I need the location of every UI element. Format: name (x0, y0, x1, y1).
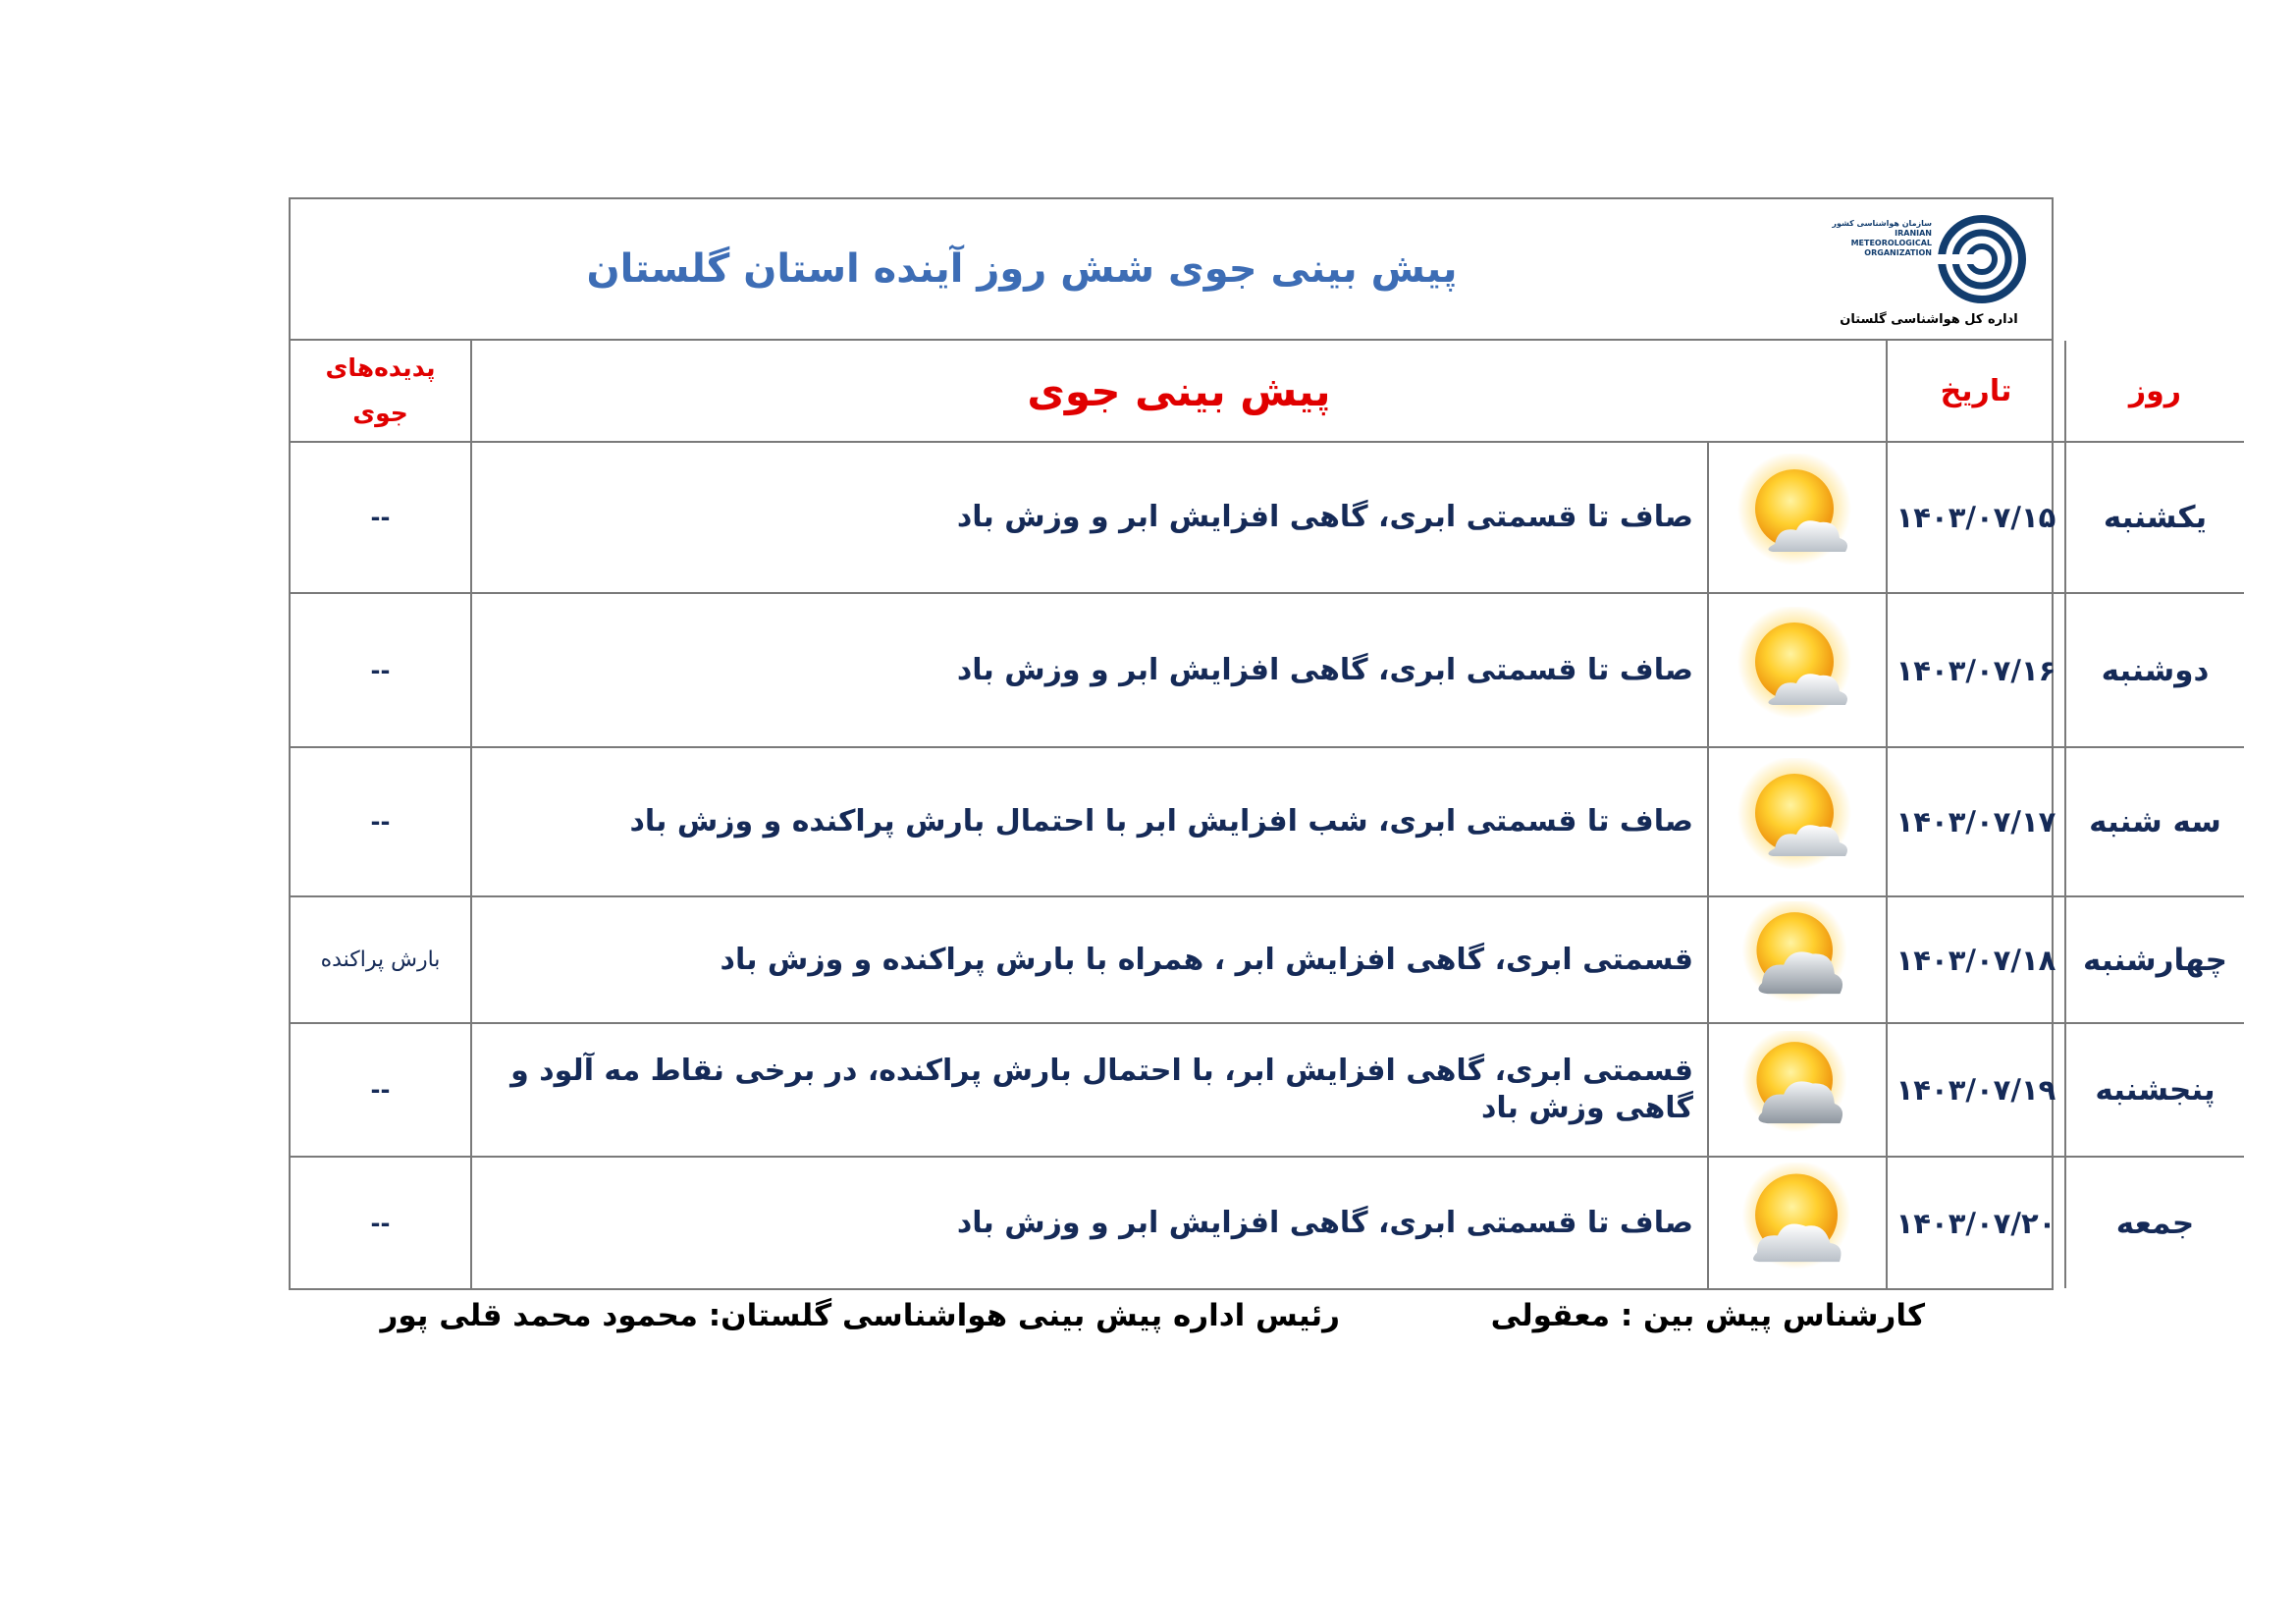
col-header-forecast: پیش بینی جوی (471, 341, 1887, 442)
col-header-date: تاریخ (1887, 341, 2065, 442)
row-phenomena: -- (291, 442, 471, 593)
sun-behind-cloud-icon (1738, 1031, 1856, 1149)
table-row (291, 593, 2244, 747)
logo-name-en-2: METEOROLOGICAL (1850, 239, 1932, 247)
row-weather-icon-cell (1708, 442, 1887, 593)
table-row (291, 442, 2244, 593)
sun-behind-small-cloud-icon (1734, 607, 1861, 734)
row-phenomena: -- (291, 1157, 471, 1288)
partly-cloudy-icon (1736, 1163, 1858, 1284)
row-forecast: صاف تا قسمتی ابری، شب افزایش ابر با احتمال بارش پراکنده و وزش باد (471, 747, 1708, 896)
table-row (291, 896, 2244, 1023)
footer-head: رئیس اداره پیش بینی هواشناسی گلستان: محمود محمد قلی پور (380, 1298, 1340, 1333)
row-date: ۱۴۰۳/۰۷/۲۰ (1887, 1157, 2065, 1288)
irimo-logo (1824, 211, 2034, 329)
row-forecast: صاف تا قسمتی ابری، گاهی افزایش ابر و وزش باد (471, 442, 1708, 593)
table-row (291, 747, 2244, 896)
col-header-phenomena-line1: پدیده‌های (325, 353, 436, 382)
table-row (291, 1023, 2244, 1157)
row-phenomena: -- (291, 593, 471, 747)
sun-behind-small-cloud-icon (1734, 454, 1861, 581)
col-header-phenomena (291, 341, 471, 442)
sun-behind-small-cloud-icon (1734, 758, 1861, 886)
row-phenomena: بارش پراکنده (291, 896, 471, 1023)
sheet-header (291, 199, 2052, 341)
row-weather-icon-cell (1708, 896, 1887, 1023)
row-weather-icon-cell (1708, 593, 1887, 747)
row-forecast: صاف تا قسمتی ابری، گاهی افزایش ابر و وزش باد (471, 1157, 1708, 1288)
row-weather-icon-cell (1708, 747, 1887, 896)
row-weather-icon-cell (1708, 1157, 1887, 1288)
row-forecast: قسمتی ابری، گاهی افزایش ابر، با احتمال بارش پراکنده، در برخی نقاط مه آلود و گاهی وزش باد (471, 1023, 1708, 1157)
logo-office: اداره کل هواشناسی گلستان (1840, 312, 2018, 327)
forecast-table (291, 341, 2244, 1288)
table-header-row (291, 341, 2244, 442)
row-date: ۱۴۰۳/۰۷/۱۷ (1887, 747, 2065, 896)
row-day: دوشنبه (2065, 593, 2244, 747)
table-row (291, 1157, 2244, 1288)
row-day: یکشنبه (2065, 442, 2244, 593)
row-day: سه شنبه (2065, 747, 2244, 896)
row-phenomena: -- (291, 1023, 471, 1157)
col-header-day: روز (2065, 341, 2244, 442)
row-weather-icon-cell (1708, 1023, 1887, 1157)
row-date: ۱۴۰۳/۰۷/۱۵ (1887, 442, 2065, 593)
row-day: چهارشنبه (2065, 896, 2244, 1023)
page-title: پیش بینی جوی شش روز آینده استان گلستان (586, 246, 1458, 292)
row-date: ۱۴۰۳/۰۷/۱۸ (1887, 896, 2065, 1023)
row-phenomena: -- (291, 747, 471, 896)
logo-name-fa: سازمان هواشناسی کشور (1832, 219, 1932, 228)
forecast-sheet (289, 197, 2227, 1290)
logo-name-en-1: IRANIAN (1895, 229, 1932, 238)
logo-text (1830, 219, 1932, 258)
row-forecast: قسمتی ابری، گاهی افزایش ابر ، همراه با بارش پراکنده و وزش باد (471, 896, 1708, 1023)
row-forecast: صاف تا قسمتی ابری، گاهی افزایش ابر و وزش باد (471, 593, 1708, 747)
irimo-logo-icon (1938, 215, 2026, 303)
row-day: پنجشنبه (2065, 1023, 2244, 1157)
row-date: ۱۴۰۳/۰۷/۱۶ (1887, 593, 2065, 747)
row-day: جمعه (2065, 1157, 2244, 1288)
footer-forecaster: کارشناس پیش بین : معقولی (1490, 1298, 1925, 1333)
logo-name-en-3: ORGANIZATION (1864, 248, 1932, 257)
col-header-phenomena-line2: جوی (352, 399, 408, 427)
row-date: ۱۴۰۳/۰۷/۱۹ (1887, 1023, 2065, 1157)
sun-behind-cloud-icon (1738, 901, 1856, 1019)
